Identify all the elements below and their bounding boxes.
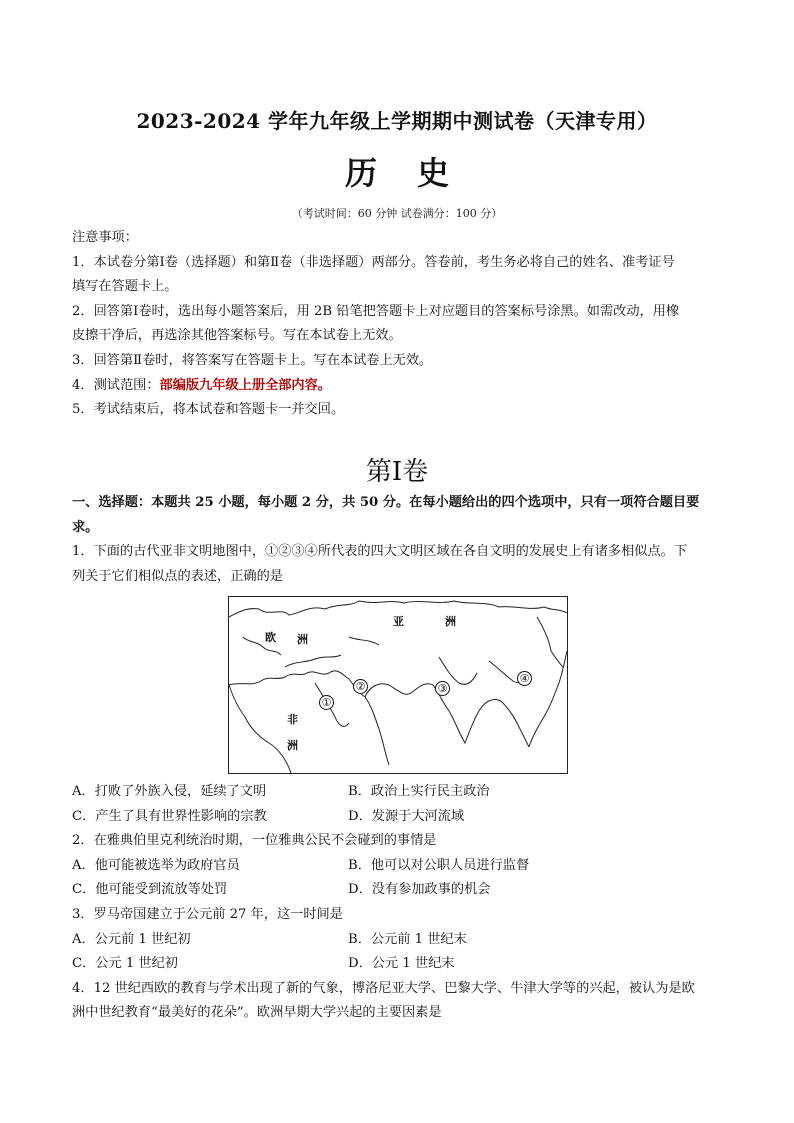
question-2-options-row-2 <box>72 878 724 903</box>
question-2-options-row-1 <box>72 854 724 879</box>
section-instructions-line-1: 一、选择题：本题共 25 小题，每小题 2 分，共 50 分。在每小题给出的四个选项中，只有一项符合题目要 <box>72 495 700 510</box>
question-3-options-row-2 <box>72 952 724 977</box>
note-1-line-1: 1．本试卷分第Ⅰ卷（选择题）和第Ⅱ卷（非选择题）两部分。答卷前，考生务必将自己的姓名、准考证号 <box>72 254 675 270</box>
question-1-option-d: D．发源于大河流域 <box>348 808 465 824</box>
question-3-option-b: B．公元前 1 世纪末 <box>348 931 467 947</box>
question-3-options-row-1 <box>72 928 724 953</box>
question-1-option-a: A．打败了外族入侵，延续了文明 <box>72 784 267 799</box>
question-4-line-1: 4．12 世纪西欧的教育与学术出现了新的气象，博洛尼亚大学、巴黎大学、牛津大学等的兴起，被认为是欧 <box>72 980 695 996</box>
section-instructions-line-2: 求。 <box>72 519 99 535</box>
question-2: 2．在雅典伯里克利统治时期，一位雅典公民不会碰到的事情是 <box>72 833 437 849</box>
question-1-options-row-2 <box>72 805 724 830</box>
question-3: 3．罗马帝国建立于公元前 27 年，这一时间是 <box>72 906 343 922</box>
exam-title: 2023-2024 学年九年级上学期期中测试卷（天津专用） <box>136 109 658 133</box>
question-3-option-a: A．公元前 1 世纪初 <box>72 931 191 947</box>
notes-heading: 注意事项： <box>72 230 138 245</box>
note-1-line-2: 填写在答题卡上。 <box>72 279 178 295</box>
section-title: 第Ⅰ卷 <box>365 457 429 487</box>
civilization-marker-2: ② <box>353 679 368 694</box>
question-1-option-c: C．产生了具有世界性影响的宗教 <box>72 808 267 824</box>
question-4-line-2: 洲中世纪教育“最美好的花朵”。欧洲早期大学兴起的主要因素是 <box>72 1005 442 1021</box>
question-1-options-row-1 <box>72 780 724 805</box>
subject-char-1: 历 <box>344 154 377 192</box>
map-label-asia-2: 洲 <box>445 615 456 628</box>
notes-block <box>72 226 724 423</box>
map-label-europe-1: 欧 <box>265 631 276 644</box>
questions-block-2 <box>72 780 724 1026</box>
questions-block-1 <box>72 491 724 589</box>
note-5: 5．考试结束后，将本试卷和答题卡一并交回。 <box>72 402 345 418</box>
note-2-line-2: 皮擦干净后，再选涂其他答案标号。写在本试卷上无效。 <box>72 328 402 344</box>
note-4-scope: 部编版九年级上册全部内容。 <box>159 377 331 393</box>
ancient-civilizations-map <box>228 596 568 774</box>
question-3-option-d: D．公元 1 世纪末 <box>348 956 455 972</box>
subject-title <box>0 148 794 194</box>
question-2-option-a: A．他可能被选举为政府官员 <box>72 857 240 873</box>
map-label-africa-2: 洲 <box>287 739 298 752</box>
note-4 <box>72 374 724 399</box>
map-label-asia-1: 亚 <box>393 615 404 628</box>
question-1-option-b: B．政治上实行民主政治 <box>348 784 490 799</box>
question-1-line-1: 1．下面的古代亚非文明地图中，①②③④所代表的四大文明区域在各自文明的发展史上有诸多相似点。下 <box>72 544 688 560</box>
civilization-marker-3: ③ <box>435 681 450 696</box>
question-1-line-2: 列关于它们相似点的表述，正确的是 <box>72 568 283 584</box>
civilization-marker-4: ④ <box>517 671 532 686</box>
subject-char-2: 史 <box>417 154 450 192</box>
note-3: 3．回答第Ⅱ卷时，将答案写在答题卡上。写在本试卷上无效。 <box>72 352 433 368</box>
question-3-option-c: C．公元 1 世纪初 <box>72 956 178 972</box>
question-2-option-b: B．他可以对公职人员进行监督 <box>348 857 530 873</box>
note-2-line-1: 2．回答第Ⅰ卷时，选出每小题答案后，用 2B 铅笔把答题卡上对应题目的答案标号涂黑。如需改动，用橡 <box>72 303 680 319</box>
map-label-europe-2: 洲 <box>297 633 308 646</box>
map-label-africa-1: 非 <box>287 713 298 726</box>
question-2-option-d: D．没有参加政事的机会 <box>348 882 491 898</box>
question-2-option-c: C．他可能受到流放等处罚 <box>72 882 228 898</box>
note-4-prefix: 4．测试范围： <box>72 377 160 393</box>
civilization-marker-1: ① <box>319 695 334 710</box>
exam-meta: （考试时间：60 分钟 试卷满分：100 分） <box>291 207 503 220</box>
